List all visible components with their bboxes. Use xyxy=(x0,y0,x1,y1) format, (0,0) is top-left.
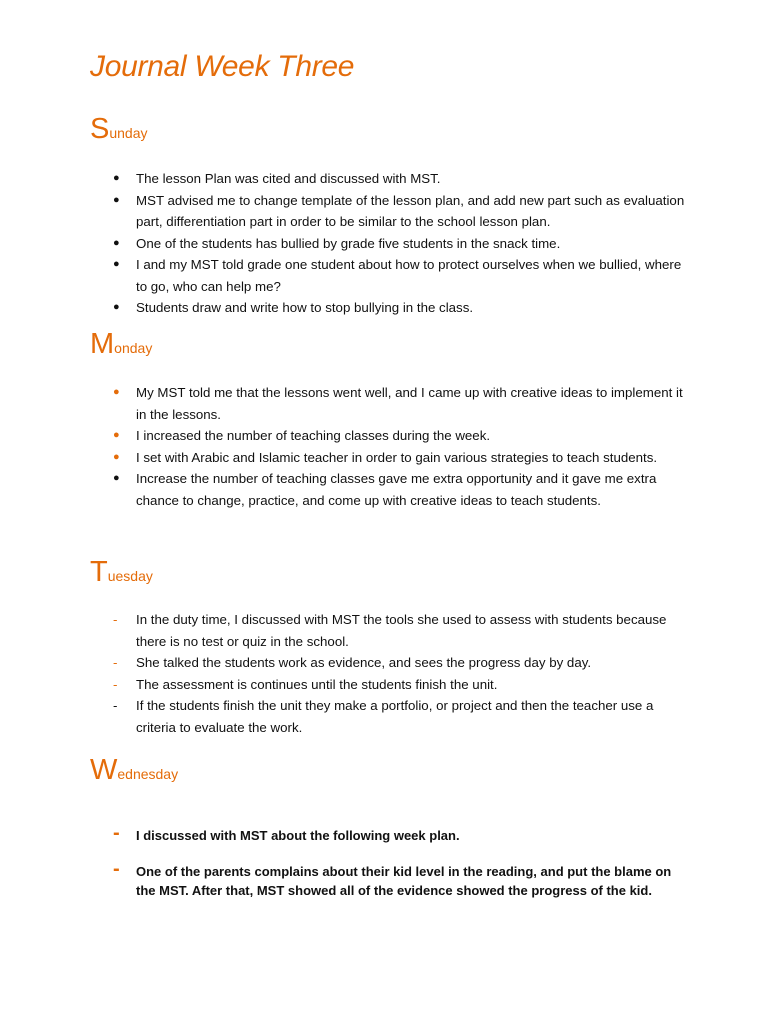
tuesday-list xyxy=(113,609,693,738)
list-item: - One of the parents complains about their kid level in the reading, and put the blame on the MST. After that, MST showed all of the evidence showed the progress of the kid. xyxy=(113,858,672,898)
list-item: ● The lesson Plan was cited and discussed with MST. xyxy=(113,168,693,190)
dash-bullet-icon: - xyxy=(113,858,120,880)
monday-list xyxy=(113,382,693,511)
list-item: ● I increased the number of teaching classes during the week. xyxy=(113,425,693,447)
bullet-dot-icon: ● xyxy=(113,472,120,484)
list-item: ● MST advised me to change template of the lesson plan, and add new part such as evaluation part, differentiation part in order to be similar to the school lesson plan. xyxy=(113,190,693,233)
day-rest: unday xyxy=(109,125,148,141)
bullet-dot-icon: ● xyxy=(113,386,120,398)
list-item: ● Students draw and write how to stop bullying in the class. xyxy=(113,297,693,319)
day-heading-sunday xyxy=(90,115,148,144)
day-initial: M xyxy=(90,328,115,360)
dash-bullet-icon: - xyxy=(113,698,118,713)
dash-bullet-icon: - xyxy=(113,822,120,844)
day-heading-wednesday xyxy=(90,756,178,785)
list-item: ● My MST told me that the lessons went well, and I came up with creative ideas to implement it in the lessons. xyxy=(113,382,693,425)
dash-bullet-icon: - xyxy=(113,655,118,670)
bullet-dot-icon: ● xyxy=(113,193,120,206)
list-item: ● One of the students has bullied by grade five students in the snack time. xyxy=(113,233,693,255)
bullet-dot-icon: ● xyxy=(113,236,120,249)
list-item: - I discussed with MST about the following week plan. xyxy=(113,822,460,844)
bullet-dot-icon: ● xyxy=(113,429,120,441)
list-item: ● I set with Arabic and Islamic teacher in order to gain various strategies to teach students. xyxy=(113,447,693,469)
dash-bullet-icon: - xyxy=(113,612,118,627)
list-item: ● Increase the number of teaching classes gave me extra opportunity and it gave me extra chance to change, practice, and come up with creative ideas to teach students. xyxy=(113,468,693,511)
day-rest: uesday xyxy=(107,568,153,584)
sunday-list xyxy=(113,168,693,319)
list-item: ● I and my MST told grade one student about how to protect ourselves when we bullied, where to go, who can help me? xyxy=(113,254,693,297)
list-item: - She talked the students work as evidence, and sees the progress day by day. xyxy=(113,652,693,674)
dash-bullet-icon: - xyxy=(113,676,118,692)
bullet-dot-icon: ● xyxy=(113,301,120,313)
day-initial: T xyxy=(90,556,108,588)
day-rest: onday xyxy=(114,340,153,356)
day-heading-monday xyxy=(90,330,152,359)
bullet-dot-icon: ● xyxy=(113,450,120,463)
list-item: - The assessment is continues until the students finish the unit. xyxy=(113,674,693,696)
bullet-dot-icon: ● xyxy=(113,258,120,270)
day-initial: W xyxy=(90,754,118,786)
wednesday-list xyxy=(113,822,693,900)
page-title: Journal Week Three xyxy=(90,50,355,83)
bullet-dot-icon: ● xyxy=(113,172,120,184)
day-heading-tuesday xyxy=(90,558,153,587)
day-initial: S xyxy=(90,113,110,145)
day-rest: ednesday xyxy=(117,766,179,782)
list-item: - In the duty time, I discussed with MST the tools she used to assess with students because there is no test or quiz in the school. xyxy=(113,609,693,652)
list-item: - If the students finish the unit they make a portfolio, or project and then the teacher use a criteria to evaluate the work. xyxy=(113,695,693,738)
